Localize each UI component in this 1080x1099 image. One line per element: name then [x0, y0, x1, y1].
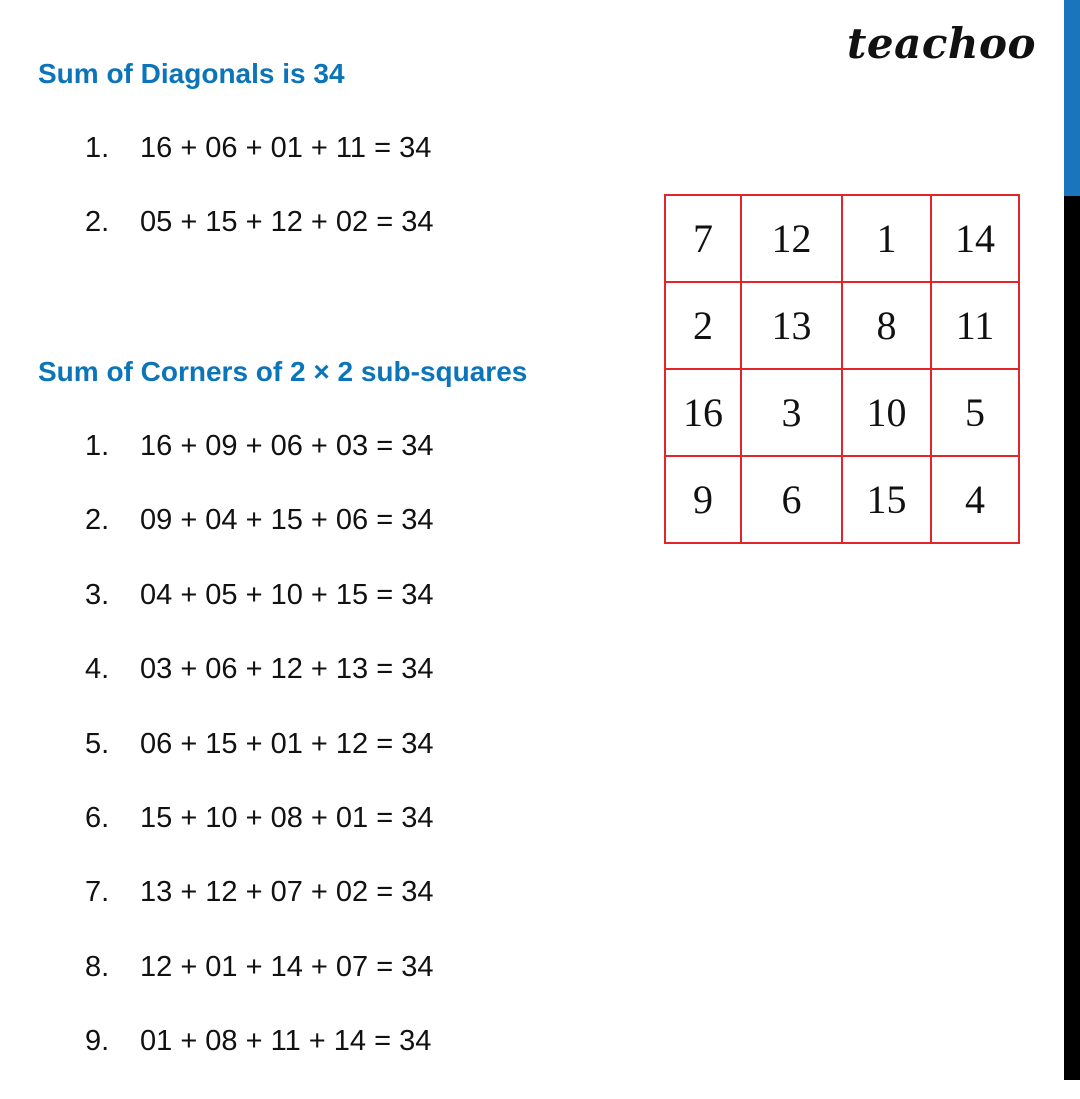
equation-number: 1. [85, 430, 110, 462]
magic-square-row [665, 369, 1019, 456]
magic-square-row [665, 456, 1019, 543]
magic-square-row [665, 195, 1019, 282]
equation-number: 2. [85, 206, 110, 239]
equation-number: 8. [85, 950, 110, 983]
equation-number: 9. [85, 1025, 110, 1058]
magic-square-row [665, 282, 1019, 369]
equation-number: 3. [85, 578, 110, 611]
magic-square-cell: 7 [665, 195, 741, 282]
magic-square-cell: 6 [741, 456, 842, 543]
equation-text: 16 + 09 + 06 + 03 = 34 [140, 430, 434, 462]
magic-square-cell: 4 [931, 456, 1019, 543]
teachoo-logo: teachoo [847, 19, 1036, 68]
magic-square-cell: 10 [842, 369, 931, 456]
equation-text: 05 + 15 + 12 + 02 = 34 [140, 206, 434, 239]
equation-text: 12 + 01 + 14 + 07 = 34 [140, 950, 434, 983]
magic-square-cell: 3 [741, 369, 842, 456]
magic-square-cell: 15 [842, 456, 931, 543]
equation-text: 13 + 12 + 07 + 02 = 34 [140, 876, 434, 909]
magic-square-cell: 13 [741, 282, 842, 369]
magic-square-cell: 5 [931, 369, 1019, 456]
equation-number: 2. [85, 504, 110, 537]
magic-square-cell: 9 [665, 456, 741, 543]
equation-text: 04 + 05 + 10 + 15 = 34 [140, 578, 434, 611]
equation-text: 06 + 15 + 01 + 12 = 34 [140, 727, 434, 760]
scrollbar[interactable] [1064, 0, 1080, 1080]
equation-text: 01 + 08 + 11 + 14 = 34 [140, 1025, 432, 1058]
equation-number: 6. [85, 801, 110, 834]
equation-text: 16 + 06 + 01 + 11 = 34 [140, 132, 432, 164]
magic-square-cell: 14 [931, 195, 1019, 282]
equation-number: 1. [85, 132, 110, 164]
corners-heading: Sum of Corners of 2 × 2 sub-squares [38, 356, 528, 387]
diagonals-heading: Sum of Diagonals is 34 [38, 58, 345, 89]
equation-number: 5. [85, 727, 110, 760]
equation-number: 7. [85, 876, 110, 909]
equation-text: 03 + 06 + 12 + 13 = 34 [140, 653, 434, 686]
magic-square-cell: 2 [665, 282, 741, 369]
magic-square-grid [664, 194, 1020, 544]
equation-text: 15 + 10 + 08 + 01 = 34 [140, 801, 434, 834]
magic-square-cell: 1 [842, 195, 931, 282]
equation-text: 09 + 04 + 15 + 06 = 34 [140, 504, 434, 537]
equation-number: 4. [85, 653, 110, 686]
magic-square-cell: 11 [931, 282, 1019, 369]
magic-square-cell: 16 [665, 369, 741, 456]
magic-square-cell: 8 [842, 282, 931, 369]
magic-square-cell: 12 [741, 195, 842, 282]
scrollbar-thumb[interactable] [1064, 0, 1080, 196]
